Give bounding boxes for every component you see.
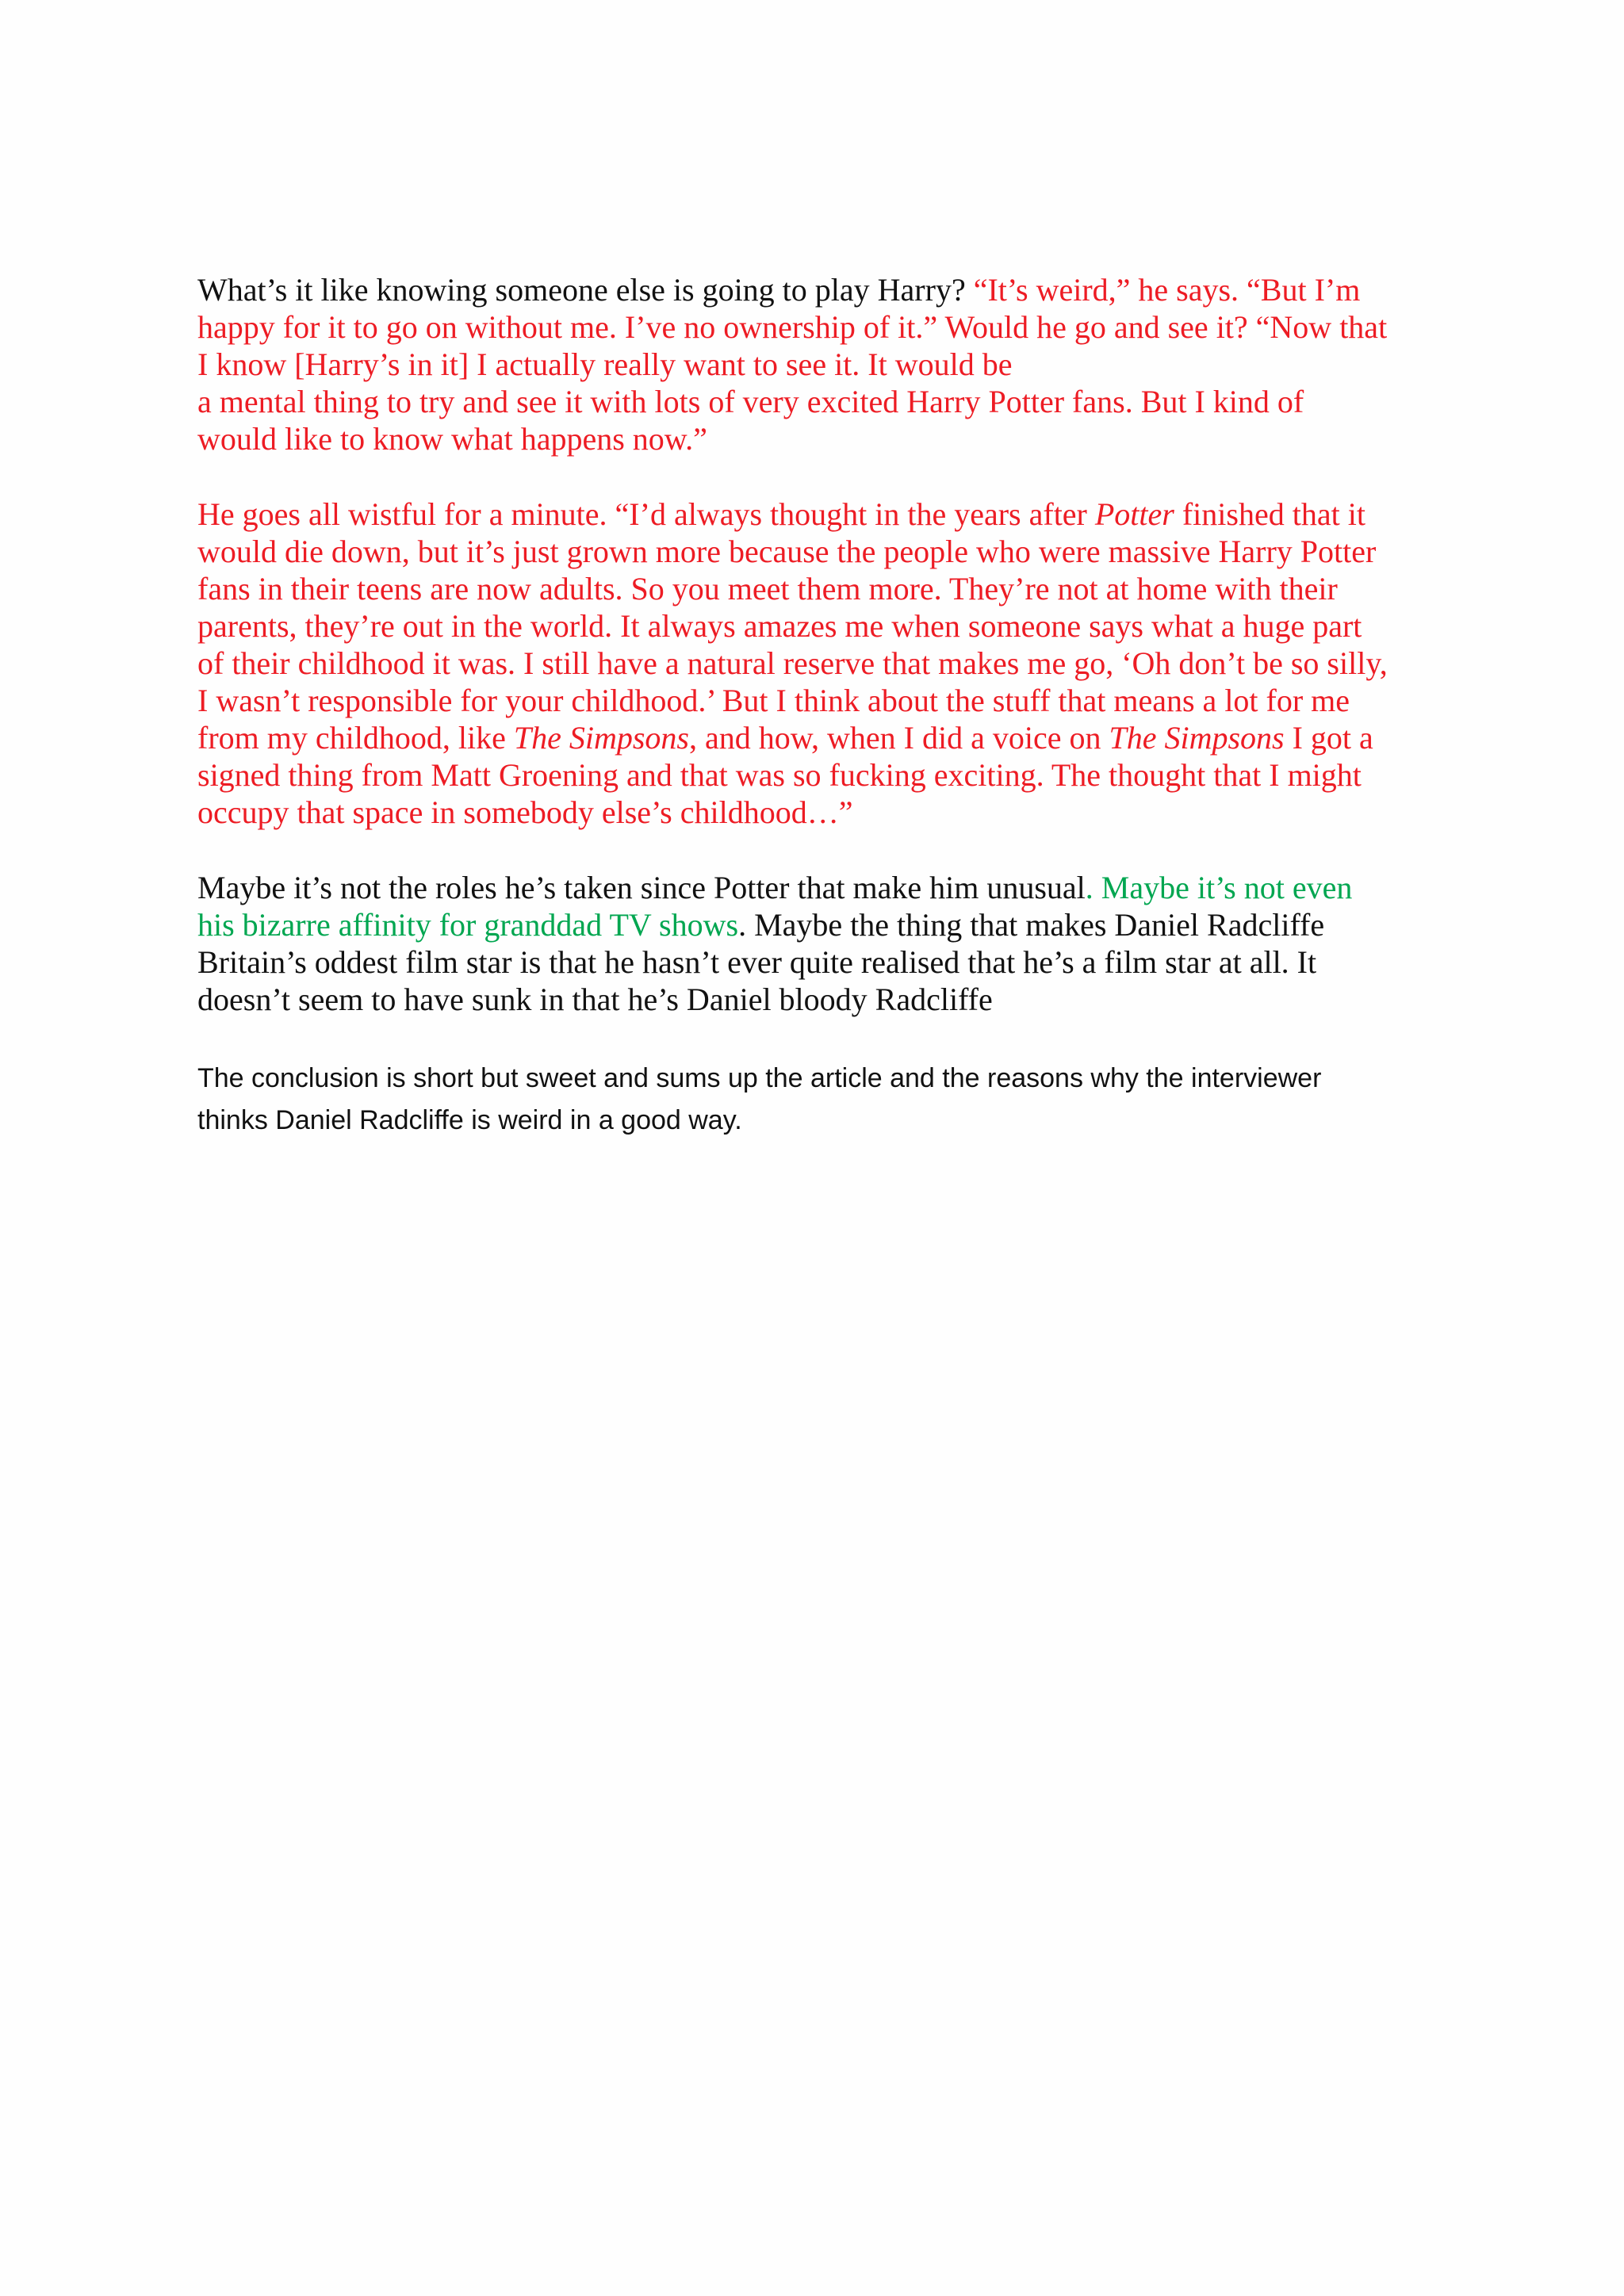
p2-line-7-a: from my childhood, like (197, 720, 514, 756)
p3-line-1-black: Maybe it’s not the roles he’s taken since Potter that make him unusual (197, 870, 1086, 905)
p2-line-5: of their childhood it was. I still have a natural reserve that makes me go, ‘Oh don’t be so silly, (197, 645, 1388, 681)
p3-line-1-green: . Maybe it’s not even (1085, 870, 1353, 905)
p1-line-5: would like to know what happens now.” (197, 421, 707, 457)
p2-line-1 (197, 496, 1365, 533)
p2-line-8: signed thing from Matt Groening and that was so fucking exciting. The thought that I might (197, 757, 1362, 793)
p1-line-4: a mental thing to try and see it with lots of very excited Harry Potter fans. But I kind of (197, 384, 1304, 419)
p2-line-2: would die down, but it’s just grown more because the people who were massive Harry Potter (197, 534, 1377, 569)
p2-line-7-c: I got a (1284, 720, 1373, 756)
p2-line-3: fans in their teens are now adults. So you meet them more. They’re not at home with their (197, 571, 1338, 607)
p2-line-7-italic-2: The Simpsons (1109, 720, 1285, 756)
p1-line-1 (197, 271, 1360, 308)
p2-line-7 (197, 719, 1373, 756)
p2-line-1-italic: Potter (1094, 496, 1174, 532)
p3-line-3: Britain’s oddest film star is that he hasn’t ever quite realised that he’s a film star at all. It (197, 944, 1317, 980)
p2-line-7-b: , and how, when I did a voice on (688, 720, 1109, 756)
comment-line-2: thinks Daniel Radcliffe is weird in a good way. (197, 1105, 742, 1135)
p3-line-1 (197, 869, 1352, 906)
p2-line-1-a: He goes all wistful for a minute. “I’d always thought in the years after (197, 496, 1095, 532)
p2-line-7-italic-1: The Simpsons (513, 720, 689, 756)
p1-line-2: happy for it to go on without me. I’ve no ownership of it.” Would he go and see it? “Now that (197, 309, 1388, 345)
p1-line-3: I know [Harry’s in it] I actually really want to see it. It would be (197, 346, 1013, 382)
p3-line-2 (197, 906, 1324, 943)
comment-line-1: The conclusion is short but sweet and sums up the article and the reasons why the interviewer (197, 1063, 1322, 1093)
p2-line-9: occupy that space in somebody else’s childhood…” (197, 794, 853, 830)
p3-line-2-black: . Maybe the thing that makes Daniel Radcliffe (738, 907, 1325, 943)
p1-line-1-black: What’s it like knowing someone else is going to play Harry? (197, 272, 974, 308)
p1-line-1-red: “It’s weird,” he says. “But I’m (973, 272, 1361, 308)
p2-line-4: parents, they’re out in the world. It always amazes me when someone says what a huge part (197, 608, 1362, 644)
p2-line-1-b: finished that it (1174, 496, 1365, 532)
p3-line-2-green: his bizarre affinity for granddad TV shows (197, 907, 739, 943)
p2-line-6: I wasn’t responsible for your childhood.’ But I think about the stuff that means a lot for me (197, 683, 1350, 718)
p3-line-4: doesn’t seem to have sunk in that he’s Daniel bloody Radcliffe (197, 982, 993, 1017)
